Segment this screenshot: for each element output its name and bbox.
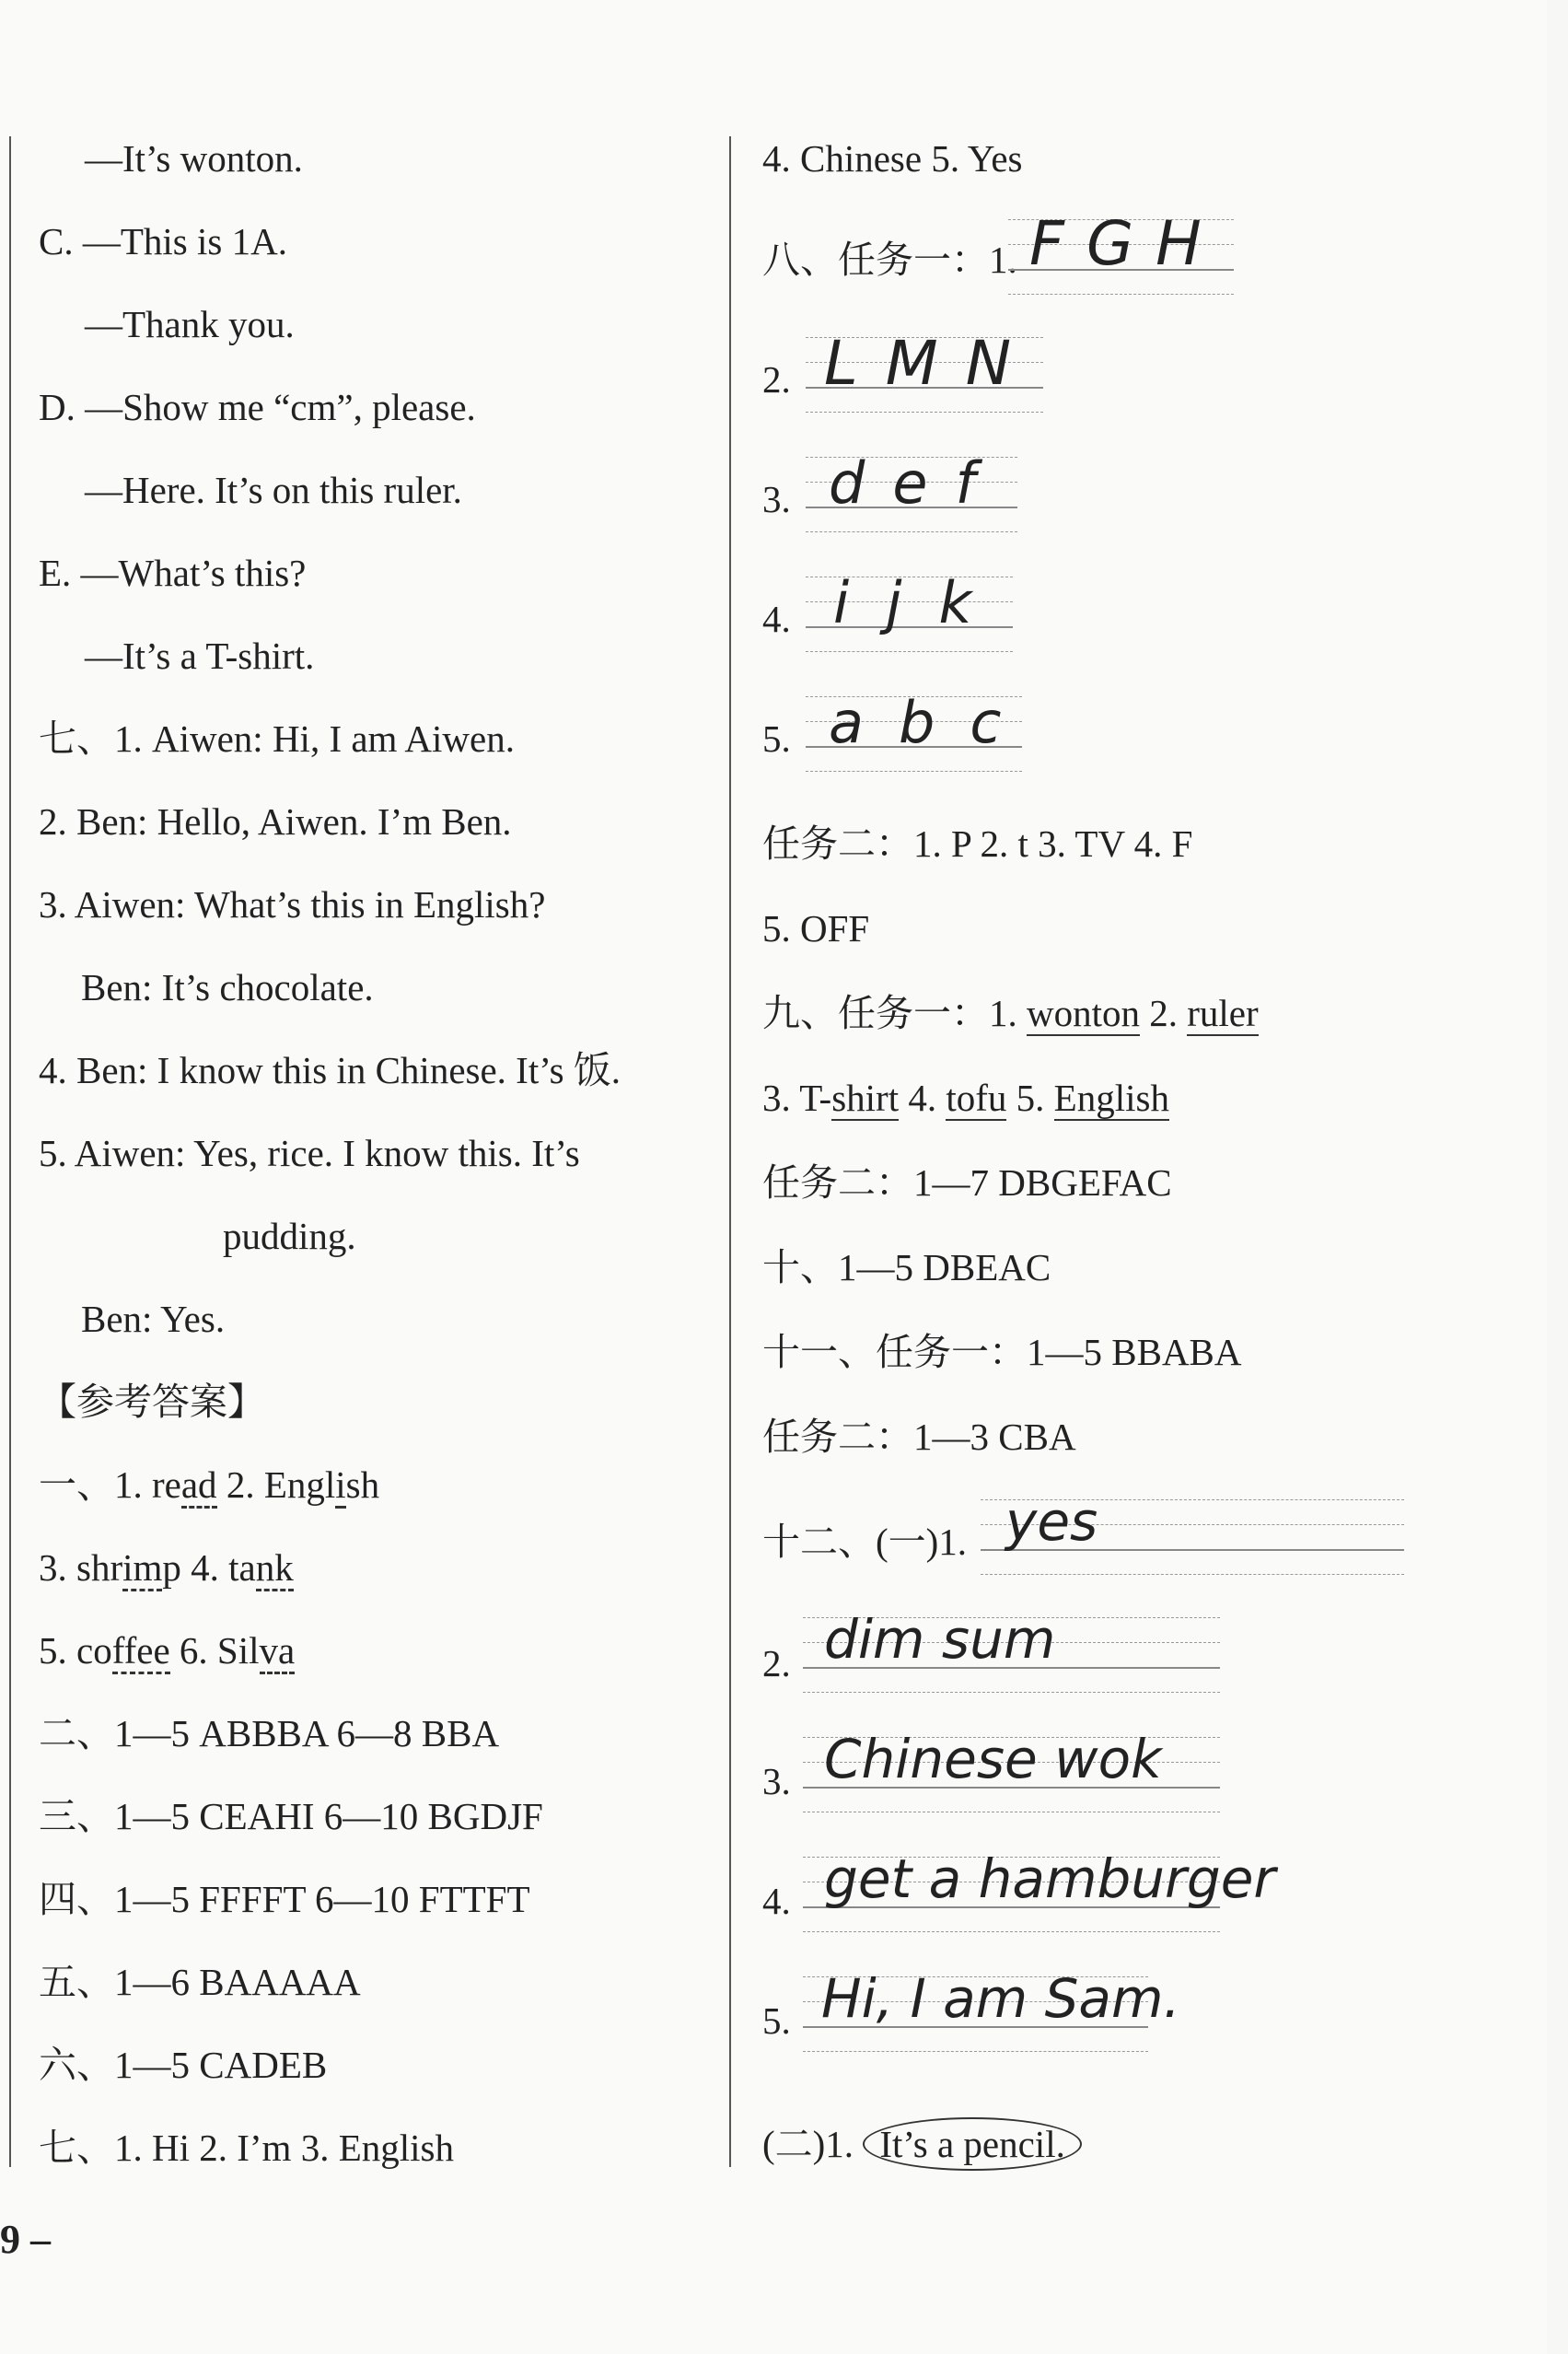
answer-line: 任务二：1—3 CBA (762, 1416, 1076, 1458)
task8-label: 八、任务一：1. (762, 239, 1017, 281)
circled-answer: It’s a pencil. (863, 2117, 1082, 2171)
handwritten-answer: Hi, I am Sam. (821, 1967, 1180, 2030)
answer-line: 四、1—5 FFFFT 6—10 FTTFT (39, 1878, 530, 1920)
handwritten-letters: LMN (824, 328, 1040, 399)
handwritten-answer: dim sum (824, 1608, 1056, 1671)
answer-line: 七、1. Hi 2. I’m 3. English (39, 2127, 454, 2169)
handwritten-letters: abc (829, 689, 1037, 756)
handwritten-answer: Chinese wok (824, 1728, 1162, 1790)
text-line: 4. Chinese 5. Yes (762, 137, 1023, 180)
answer-line: 六、1—5 CADEB (39, 2044, 328, 2086)
section-heading: 【参考答案】 (39, 1381, 265, 1423)
answer-line: 5. coffee 6. Silva (39, 1626, 295, 1674)
text-line: E. —What’s this? (39, 552, 307, 594)
handwritten-answer: get a hamburger (824, 1847, 1276, 1910)
handwritten-letters: FGH (1029, 208, 1224, 279)
twelve-label: 十二、(一)1. (762, 1521, 968, 1563)
answer-line: 二、1—5 ABBBA 6—8 BBA (39, 1712, 500, 1754)
left-margin-line (9, 136, 11, 2167)
row-number: 2. (762, 358, 791, 401)
answer-line: 3. T-shirt 4. tofu 5. English (762, 1077, 1169, 1119)
text-line: Ben: It’s chocolate. (81, 966, 374, 1008)
handwritten-answer: yes (1005, 1490, 1098, 1553)
answer-line: 任务二：1—7 DBGEFAC (762, 1161, 1172, 1204)
row-number: 3. (762, 1760, 791, 1802)
row-number: 3. (762, 478, 791, 520)
answer-line: 任务二：1. P 2. t 3. TV 4. F (762, 822, 1193, 865)
column-divider (729, 136, 731, 2167)
handwritten-letters: ijk (833, 569, 1009, 636)
text-line: —It’s a T-shirt. (85, 635, 315, 677)
text-line: —It’s wonton. (85, 137, 303, 180)
row-number: 5. (762, 1999, 791, 2042)
text-line: Ben: Yes. (81, 1298, 226, 1340)
answer-line: 十一、任务一：1—5 BBABA (762, 1331, 1242, 1373)
text-line: —Here. It’s on this ruler. (85, 469, 462, 511)
answer-line: 五、1—6 BAAAAA (39, 1961, 361, 2003)
answer-line: (二)1. It’s a pencil. (762, 2120, 1082, 2168)
text-line: 2. Ben: Hello, Aiwen. I’m Ben. (39, 800, 512, 843)
text-line: 七、1. Aiwen: Hi, I am Aiwen. (39, 717, 515, 760)
text-line: 3. Aiwen: What’s this in English? (39, 883, 546, 926)
row-number: 4. (762, 598, 791, 640)
page-number: 9 – (0, 2217, 51, 2262)
text-line: 5. Aiwen: Yes, rice. I know this. It’s (39, 1132, 580, 1174)
answer-line: 九、任务一：1. wonton 2. ruler (762, 992, 1259, 1034)
text-line: —Thank you. (85, 303, 295, 345)
answer-line: 5. OFF (762, 907, 870, 950)
row-number: 4. (762, 1880, 791, 1922)
text-line: D. —Show me “cm”, please. (39, 386, 476, 428)
answer-line: 十、1—5 DBEAC (762, 1246, 1051, 1288)
text-line: pudding. (223, 1215, 356, 1257)
answer-line: 3. shrimp 4. tank (39, 1544, 294, 1591)
answer-line: 三、1—5 CEAHI 6—10 BGDJF (39, 1795, 543, 1837)
text-line: C. —This is 1A. (39, 220, 287, 262)
row-number: 2. (762, 1642, 791, 1684)
text-line: 4. Ben: I know this in Chinese. It’s 饭. (39, 1049, 621, 1091)
row-number: 5. (762, 717, 791, 760)
answer-line: 一、1. read 2. English (39, 1461, 379, 1509)
handwritten-letters: def (829, 449, 1004, 517)
